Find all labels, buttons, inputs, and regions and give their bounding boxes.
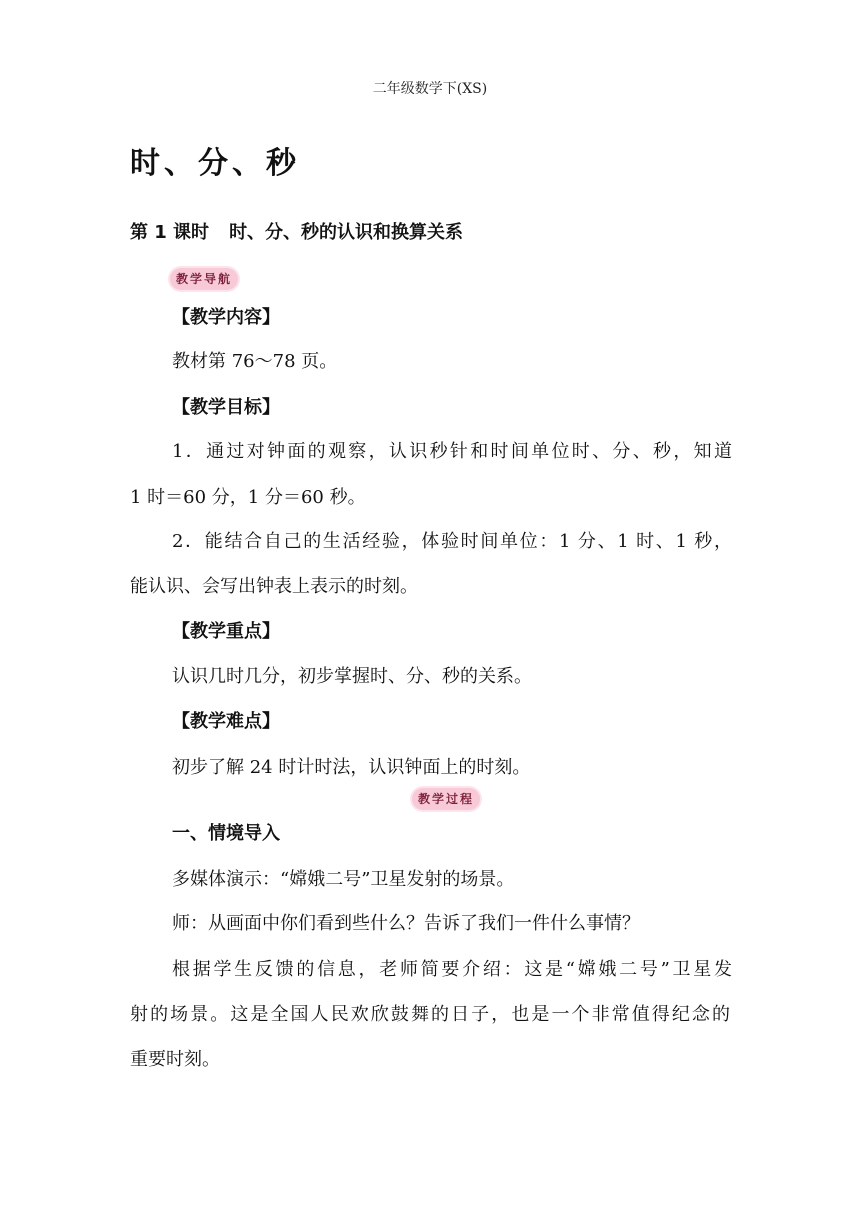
- difficult-text: 初步了解 24 时计时法，认识钟面上的时刻。: [172, 757, 531, 778]
- goal-1-line-1: 1．通过对钟面的观察，认识秒针和时间单位时、分、秒，知道: [172, 441, 732, 462]
- page-title: 时、分、秒: [130, 146, 300, 181]
- goal-2-line-2: 能认识、会写出钟表上表示的时刻。: [130, 576, 418, 597]
- key-heading: 【教学重点】: [172, 621, 280, 642]
- lesson-title: [130, 218, 463, 244]
- content-heading: 【教学内容】: [172, 307, 280, 328]
- paragraph-3-line-3: 重要时刻。: [130, 1049, 220, 1070]
- teaching-navigation-badge: 教学导航: [170, 268, 238, 290]
- key-text: 认识几时几分，初步掌握时、分、秒的关系。: [172, 666, 532, 687]
- goal-2-line-1: 2．能结合自己的生活经验，体验时间单位：1 分、1 时、1 秒，: [172, 531, 732, 552]
- paragraph-3-line-1: 根据学生反馈的信息，老师简要介绍：这是“嫦娥二号”卫星发: [172, 959, 732, 980]
- lesson-name: 时、分、秒的认识和换算关系: [229, 222, 464, 243]
- paragraph-2: 师：从画面中你们看到些什么？告诉了我们一件什么事情？: [172, 913, 640, 934]
- paragraph-1: 多媒体演示：“嫦娥二号”卫星发射的场景。: [172, 869, 515, 890]
- lesson-number: 第 1 课时: [130, 222, 210, 243]
- paragraph-3-line-2: 射的场景。这是全国人民欢欣鼓舞的日子，也是一个非常值得纪念的: [130, 1004, 730, 1025]
- goals-heading: 【教学目标】: [172, 397, 280, 418]
- goal-1-line-2: 1 时＝60 分，1 分＝60 秒。: [130, 487, 366, 508]
- part-1-heading: 一、情境导入: [172, 823, 280, 844]
- page-header: 二年级数学下(XS): [372, 81, 488, 97]
- content-text: 教材第 76～78 页。: [172, 351, 338, 372]
- difficult-heading: 【教学难点】: [172, 711, 280, 732]
- teaching-process-badge: 教学过程: [412, 788, 480, 810]
